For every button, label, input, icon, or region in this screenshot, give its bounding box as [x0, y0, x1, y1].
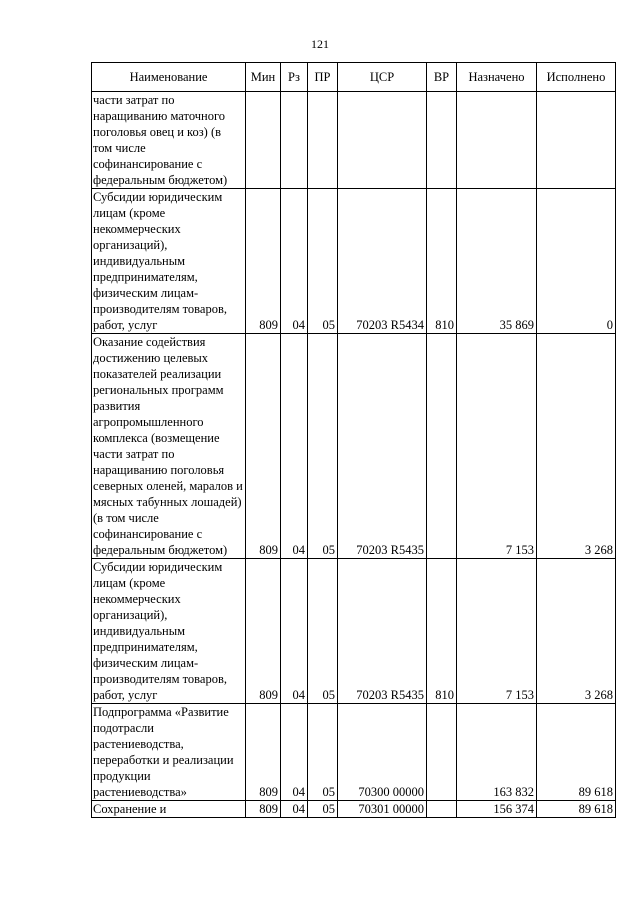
table-header-row [92, 63, 616, 92]
page-number: 121 [311, 37, 329, 51]
row-naznacheno [457, 92, 537, 189]
table-row [92, 704, 616, 801]
row-csr: 70300 00000 [338, 704, 427, 801]
row-naznacheno: 156 374 [457, 801, 537, 818]
table-row [92, 801, 616, 818]
table-row [92, 559, 616, 704]
row-ispolneno: 3 268 [537, 334, 616, 559]
header-pr: ПР [308, 63, 338, 92]
row-name: Оказание содействия достижению целевых показателей реализации региональных программ развития агропромышленного комплекса (возмещение части затрат по наращиванию поголовья северных оленей, маралов и мясных табунных лошадей) (в том числе софинансирование с федеральным бюджетом) [92, 334, 246, 559]
row-naznacheno: 163 832 [457, 704, 537, 801]
row-rz: 04 [281, 334, 308, 559]
table-row [92, 334, 616, 559]
table-row [92, 189, 616, 334]
row-rz: 04 [281, 559, 308, 704]
row-name: Подпрограмма «Развитие подотрасли растениеводства, переработки и реализации продукции растениеводства» [92, 704, 246, 801]
row-vr: 810 [427, 189, 457, 334]
row-csr: 70203 R5434 [338, 189, 427, 334]
row-csr: 70301 00000 [338, 801, 427, 818]
row-min: 809 [246, 704, 281, 801]
row-vr [427, 334, 457, 559]
row-pr: 05 [308, 559, 338, 704]
row-naznacheno: 35 869 [457, 189, 537, 334]
header-naznacheno: Назначено [457, 63, 537, 92]
row-name: части затрат по наращиванию маточного поголовья овец и коз) (в том числе софинансирование с федеральным бюджетом) [92, 92, 246, 189]
row-min [246, 92, 281, 189]
header-vr: ВР [427, 63, 457, 92]
row-name: Сохранение и [92, 801, 246, 818]
row-pr [308, 92, 338, 189]
row-naznacheno: 7 153 [457, 334, 537, 559]
row-name: Субсидии юридическим лицам (кроме некоммерческих организаций), индивидуальным предпринимателям, физическим лицам-производителям товаров, работ, услуг [92, 559, 246, 704]
header-csr: ЦСР [338, 63, 427, 92]
row-ispolneno: 3 268 [537, 559, 616, 704]
header-rz: Рз [281, 63, 308, 92]
row-csr: 70203 R5435 [338, 334, 427, 559]
budget-table [91, 62, 616, 818]
row-rz [281, 92, 308, 189]
header-name: Наименование [92, 63, 246, 92]
table-row [92, 92, 616, 189]
row-csr: 70203 R5435 [338, 559, 427, 704]
row-csr [338, 92, 427, 189]
row-min: 809 [246, 559, 281, 704]
row-ispolneno [537, 92, 616, 189]
row-vr [427, 801, 457, 818]
row-vr [427, 704, 457, 801]
header-min: Мин [246, 63, 281, 92]
row-rz: 04 [281, 801, 308, 818]
header-ispolneno: Исполнено [537, 63, 616, 92]
row-pr: 05 [308, 189, 338, 334]
row-ispolneno: 89 618 [537, 704, 616, 801]
row-rz: 04 [281, 189, 308, 334]
row-naznacheno: 7 153 [457, 559, 537, 704]
row-min: 809 [246, 334, 281, 559]
row-min: 809 [246, 189, 281, 334]
row-min: 809 [246, 801, 281, 818]
row-ispolneno: 89 618 [537, 801, 616, 818]
row-pr: 05 [308, 801, 338, 818]
row-pr: 05 [308, 704, 338, 801]
row-name: Субсидии юридическим лицам (кроме некоммерческих организаций), индивидуальным предпринимателям, физическим лицам-производителям товаров, работ, услуг [92, 189, 246, 334]
row-pr: 05 [308, 334, 338, 559]
row-vr [427, 92, 457, 189]
row-rz: 04 [281, 704, 308, 801]
row-ispolneno: 0 [537, 189, 616, 334]
row-vr: 810 [427, 559, 457, 704]
